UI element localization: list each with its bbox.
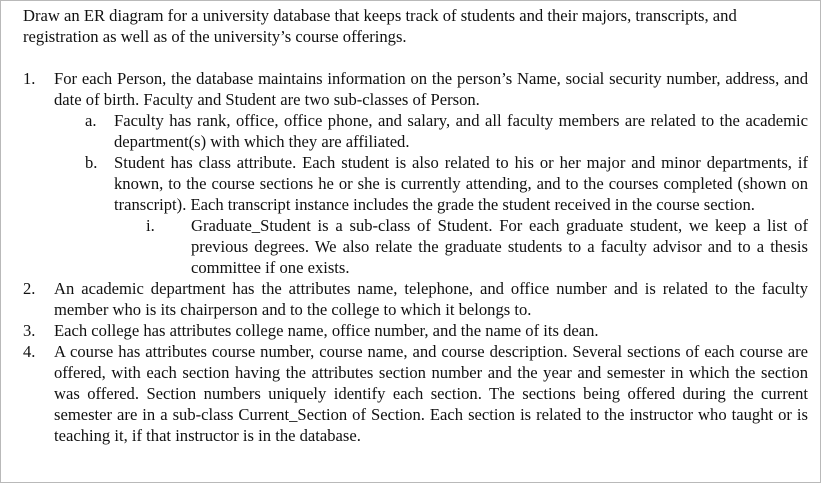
list-item-text: Each college has attributes college name, office number, and the name of its dean.: [54, 321, 599, 340]
list-item-4: [23, 341, 808, 446]
subsublist-marker: i.: [146, 216, 155, 235]
intro-paragraph: Draw an ER diagram for a university database that keeps track of students and their majors, transcripts, and registration as well as of the university’s course offerings.: [23, 6, 737, 46]
sublist-marker: b.: [85, 153, 98, 172]
list-item-2: [23, 278, 808, 320]
list-item-1b-i: [146, 215, 808, 278]
document-body: [23, 5, 808, 446]
list-item-text: An academic department has the attributes name, telephone, and office number and is related to the faculty member who is its chairperson and to the college to which it belongs to.: [54, 279, 808, 319]
requirements-list: [23, 68, 808, 446]
sublist-item-text: Faculty has rank, office, office phone, and salary, and all faculty members are related to the academic department(s) with which they are affiliated.: [114, 111, 808, 151]
subsublist-item-text: Graduate_Student is a sub-class of Student. For each graduate student, we keep a list of previous degrees. We also relate the graduate students to a faculty advisor and to a thesis committee if one exists.: [191, 216, 808, 277]
sublist-marker: a.: [85, 111, 97, 130]
list-item-1: [23, 68, 808, 110]
list-item-1a: [85, 110, 808, 152]
sublist-item-text: Student has class attribute. Each student is also related to his or her major and minor departments, if known, to the course sections he or she is currently attending, and to the courses completed (shown on transcript). Each transcript instance includes the grade the student received in the course section.: [114, 153, 808, 214]
list-item-text: A course has attributes course number, course name, and course description. Several sections of each course are offered, with each section having the attributes section number and the year and semester in which the section was offered. Section numbers uniquely identify each section. The sections being offered during the current semester are in a sub-class Current_Section of Section. Each section is related to the instructor who taught or is teaching it, if that instructor is in the database.: [54, 342, 808, 445]
list-marker: 2.: [23, 279, 36, 298]
list-marker: 4.: [23, 342, 36, 361]
list-marker: 1.: [23, 69, 36, 88]
list-item-text: For each Person, the database maintains information on the person’s Name, social security number, address, and date of birth. Faculty and Student are two sub-classes of Person.: [54, 69, 808, 109]
list-item-3: [23, 320, 808, 341]
list-item-1b: [85, 152, 808, 215]
list-marker: 3.: [23, 321, 36, 340]
paragraph-spacer: [23, 47, 808, 68]
